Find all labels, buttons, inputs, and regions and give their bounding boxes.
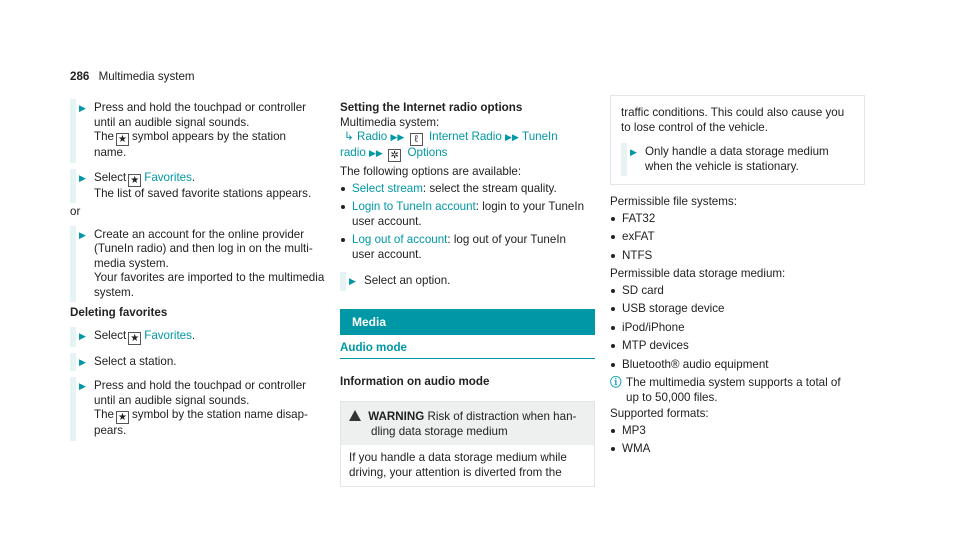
options-link[interactable]: Options [407, 146, 448, 159]
list-item: FAT32 [610, 212, 865, 227]
step-arrow-icon: ▶ [79, 103, 86, 113]
radio-link[interactable]: Radio [356, 130, 388, 143]
star-icon: ★ [128, 332, 141, 345]
tunein-link-cont[interactable]: radio [340, 146, 366, 159]
warning-icon [349, 410, 361, 421]
option-link[interactable]: Select stream [352, 181, 423, 195]
step-arrow-icon: ▶ [79, 356, 86, 367]
options-list [340, 182, 595, 263]
media-section-bar: Media [340, 309, 595, 336]
step-arrow-icon: ▶ [79, 381, 86, 391]
navigation-path-cont [340, 146, 595, 162]
instruction-step: ▶ Press and hold the touchpad or controller until an audible signal sounds. The ★ symbol by the station name disap- pears. [70, 379, 328, 439]
path-arrow-icon: ▶▶ [505, 132, 519, 142]
fs-heading: Permissible file systems: [610, 195, 737, 208]
path-start-icon: ↳ [344, 130, 354, 143]
list-item: Select stream: select the stream quality. [340, 182, 595, 197]
warning-label: WARNING [368, 410, 425, 423]
list-item: NTFS [610, 249, 865, 264]
media-list [610, 284, 865, 373]
deleting-favorites-heading: Deleting favorites [70, 306, 168, 319]
favorites-link[interactable]: Favorites [144, 170, 192, 184]
star-icon: ★ [128, 174, 141, 187]
instruction-step: ▶ Select ★ Favorites. [70, 329, 328, 345]
star-icon: ★ [116, 411, 129, 424]
instruction-step: ▶ Only handle a data storage medium when the vehicle is stationary. [621, 145, 854, 174]
formats-list [610, 424, 865, 457]
path-arrow-icon: ▶▶ [369, 148, 383, 158]
warning-box: WARNING Risk of distraction when han- dling data storage medium If you handle a data storage medium while driving, your attention is diverted from the [340, 401, 595, 487]
instruction-step: ▶ Select an option. [340, 274, 595, 289]
path-arrow-icon: ▶▶ [390, 132, 405, 142]
internet-radio-link[interactable]: Internet Radio [428, 130, 502, 143]
formats-heading: Supported formats: [610, 407, 709, 420]
instruction-step: ▶ Select a station. [70, 355, 328, 370]
info-heading: Information on audio mode [340, 374, 490, 388]
fs-list [610, 212, 865, 264]
step-arrow-icon: ▶ [79, 229, 86, 240]
column-left [70, 101, 328, 449]
list-item: WMA [610, 442, 865, 457]
warning-box-continued: traffic conditions. This could also cause you to lose control of the vehicle. ▶ Only handle a data storage medium when the vehicle is stationary. [610, 95, 865, 185]
internet-radio-heading: Setting the Internet radio options [340, 101, 523, 114]
section-title: Multimedia system [98, 70, 195, 83]
list-item: Login to TuneIn account: login to your TuneIn user account. [340, 200, 595, 229]
step-arrow-icon: ▶ [79, 172, 86, 183]
step-arrow-icon: ▶ [630, 147, 637, 157]
instruction-step: ▶ Press and hold the touchpad or controller until an audible signal sounds. The ★ symbol appears by the station name. [70, 101, 328, 161]
favorites-link[interactable]: Favorites [144, 328, 192, 342]
instruction-step: ▶ Create an account for the online provider (TuneIn radio) and then log in on the multi- media system. Your favorites are imported to the multimedia system. [70, 228, 328, 301]
navigation-path [340, 130, 595, 146]
list-item: SD card [610, 284, 865, 299]
media-heading: Permissible data storage medium: [610, 267, 786, 280]
list-item: Log out of account: log out of your TuneIn user account. [340, 233, 595, 262]
tunein-link[interactable]: TuneIn [522, 130, 558, 143]
step-arrow-icon: ▶ [79, 330, 86, 341]
radio-icon: ℓ [410, 133, 423, 146]
column-middle [340, 101, 595, 487]
option-link[interactable]: Login to TuneIn account [352, 200, 476, 213]
audio-mode-heading: Audio mode [340, 341, 595, 359]
step-arrow-icon: ▶ [349, 276, 356, 286]
list-item: iPod/iPhone [610, 321, 865, 336]
column-right [610, 95, 865, 461]
options-gear-icon: ✲ [388, 149, 401, 162]
star-icon: ★ [116, 133, 129, 146]
info-icon: ⓘ [610, 376, 622, 389]
available-options-text: The following options are available: [340, 165, 522, 178]
list-item: Bluetooth® audio equipment [610, 358, 865, 373]
option-link[interactable]: Log out of account [352, 233, 448, 246]
note: ⓘ The multimedia system supports a total of up to 50,000 files. [610, 376, 841, 404]
list-item: USB storage device [610, 302, 865, 317]
list-item: MP3 [610, 424, 865, 439]
path-intro: Multimedia system: [340, 115, 440, 129]
page-header [70, 70, 195, 85]
list-item: exFAT [610, 230, 865, 245]
or-text: or [70, 205, 81, 218]
page-number: 286 [70, 70, 90, 83]
instruction-step: ▶ Select ★ Favorites. The list of saved favorite stations appears. [70, 171, 328, 202]
list-item: MTP devices [610, 339, 865, 354]
